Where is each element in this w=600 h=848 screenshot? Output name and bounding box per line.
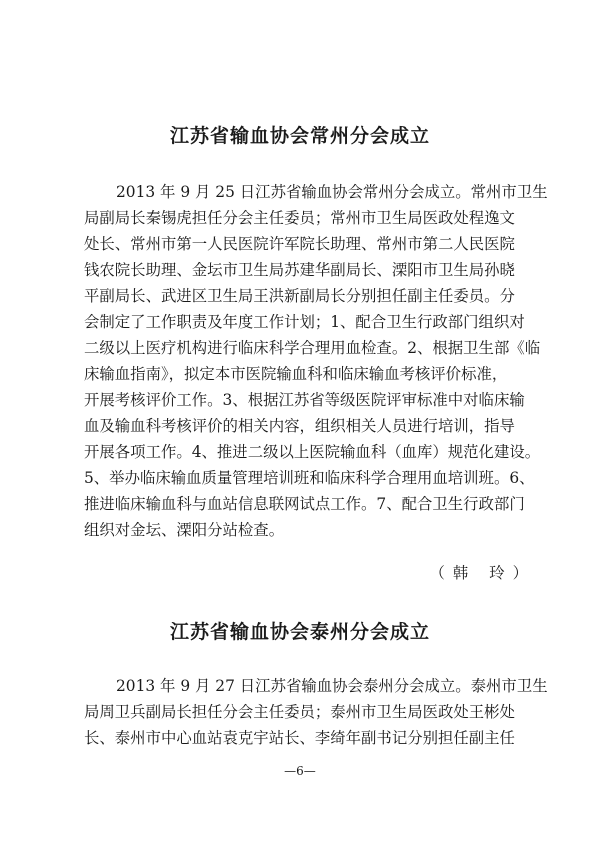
paragraph-line: 平副局长、武进区卫生局王洪新副局长分别担任副主任委员。分 (84, 287, 515, 305)
paragraph-line: 局副局长秦锡虎担任分会主任委员；常州市卫生局医政处程逸文 (84, 209, 515, 227)
paragraph-line: 组织对金坛、溧阳分站检查。 (84, 521, 285, 539)
section-title-taizhou: 江苏省输血协会泰州分会成立 (169, 621, 430, 643)
paragraph-line: 床输血指南》，拟定本市医院输血科和临床输血考核评价标准， (84, 365, 508, 383)
paragraph-line: 长、泰州市中心血站袁克宇站长、李绮年副书记分别担任副主任 (84, 729, 515, 747)
page-number: —6— (284, 764, 316, 778)
paragraph-line: 局周卫兵副局长担任分会主任委员；泰州市卫生局医政处王彬处 (84, 703, 515, 721)
paragraph-line: 二级以上医疗机构进行临床科学合理用血检查。2、根据卫生部《临 (84, 339, 541, 357)
section-title-changzhou: 江苏省输血协会常州分会成立 (169, 125, 430, 147)
paragraph-line: 处长、常州市第一人民医院许军院长助理、常州市第二人民医院 (84, 235, 515, 253)
paragraph-line: 会制定了工作职责及年度工作计划；1、配合卫生行政部门组织对 (84, 313, 525, 331)
paragraph-line: 5、举办临床输血质量管理培训班和临床科学合理用血培训班。6、 (84, 469, 535, 487)
paragraph-line: 开展考核评价工作。3、根据江苏省等级医院评审标准中对临床输 (84, 391, 525, 409)
author-signature: （韩 玲） (429, 564, 536, 582)
paragraph-line: 2013 年 9 月 25 日江苏省输血协会常州分会成立。常州市卫生 (116, 183, 548, 201)
paragraph-line: 血及输血科考核评价的相关内容，组织相关人员进行培训，指导 (84, 417, 515, 435)
paragraph-line: 推进临床输血科与血站信息联网试点工作。7、配合卫生行政部门 (84, 495, 525, 513)
paragraph-line: 开展各项工作。4、推进二级以上医院输血科（血库）规范化建设。 (84, 443, 541, 461)
paragraph-line: 钱农院长助理、金坛市卫生局苏建华副局长、溧阳市卫生局孙晓 (84, 261, 515, 279)
paragraph-line: 2013 年 9 月 27 日江苏省输血协会泰州分会成立。泰州市卫生 (116, 677, 548, 695)
